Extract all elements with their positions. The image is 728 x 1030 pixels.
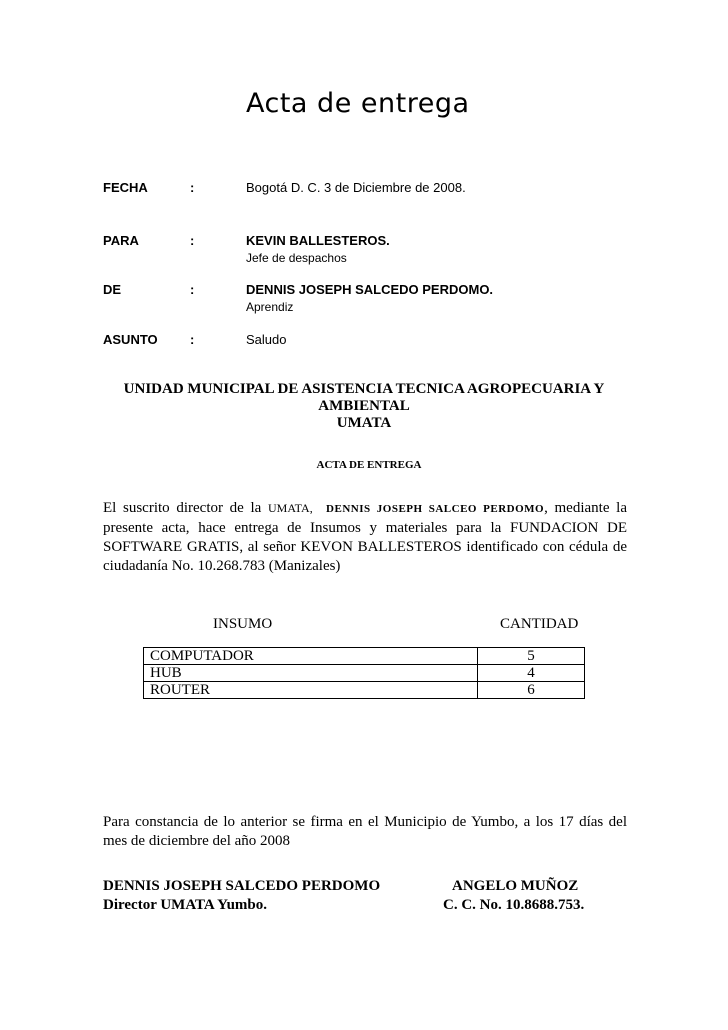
fecha-colon: : bbox=[190, 180, 195, 195]
insumo-column-header: INSUMO bbox=[213, 616, 273, 632]
item-quantity-cell: 6 bbox=[478, 682, 585, 699]
asunto-value: Saludo bbox=[246, 332, 287, 347]
de-label: DE bbox=[103, 282, 122, 297]
intro-paragraph bbox=[103, 499, 627, 576]
cantidad-column-header: CANTIDAD bbox=[500, 616, 579, 632]
fecha-label: FECHA bbox=[103, 180, 148, 195]
para-label: PARA bbox=[103, 233, 139, 248]
para-subtitle: Jefe de despachos bbox=[246, 251, 347, 265]
items-table bbox=[143, 647, 585, 699]
left-signer-name: DENNIS JOSEPH SALCEDO PERDOMO bbox=[103, 878, 381, 894]
organization-line-3: UMATA bbox=[336, 415, 392, 431]
item-name-cell: HUB bbox=[144, 665, 478, 682]
left-signer-role: Director UMATA Yumbo. bbox=[103, 897, 268, 913]
de-colon: : bbox=[190, 282, 195, 297]
table-row bbox=[144, 682, 585, 699]
table-row bbox=[144, 665, 585, 682]
organization-line-2: AMBIENTAL bbox=[318, 398, 410, 414]
de-value: DENNIS JOSEPH SALCEDO PERDOMO. bbox=[246, 282, 494, 297]
de-subtitle: Aprendiz bbox=[246, 300, 294, 314]
organization-line-1: UNIDAD MUNICIPAL DE ASISTENCIA TECNICA AGROPECUARIA Y bbox=[123, 381, 605, 397]
para-value: KEVIN BALLESTEROS. bbox=[246, 233, 390, 248]
asunto-colon: : bbox=[190, 332, 195, 347]
closing-paragraph: Para constancia de lo anterior se firma en el Municipio de Yumbo, a los 17 días del mes de diciembre del año 2008 bbox=[103, 814, 627, 849]
act-subtitle: ACTA DE ENTREGA bbox=[316, 459, 422, 471]
document-title: Acta de entrega bbox=[246, 88, 470, 119]
item-quantity-cell: 5 bbox=[478, 648, 585, 665]
item-quantity-cell: 4 bbox=[478, 665, 585, 682]
fecha-value: Bogotá D. C. 3 de Diciembre de 2008. bbox=[246, 180, 466, 195]
table-row bbox=[144, 648, 585, 665]
intro-text-1: El suscrito director de la bbox=[103, 500, 268, 516]
right-signer-id: C. C. No. 10.8688.753. bbox=[443, 897, 585, 913]
asunto-label: ASUNTO bbox=[103, 332, 158, 347]
intro-umata: UMATA, bbox=[267, 501, 313, 515]
intro-director-name: DENNIS JOSEPH SALCEO PERDOMO bbox=[326, 503, 545, 515]
intro-text-2: , mediante la presente acta, hace entrega de Insumos y materiales para la FUNDACION DE SOFTWARE GRATIS, al señor KEVON BALLESTEROS identificado con cédula de ciudadanía No. 10.268.783 (Manizales) bbox=[103, 500, 627, 574]
item-name-cell: ROUTER bbox=[144, 682, 478, 699]
organization-heading bbox=[0, 381, 728, 432]
para-colon: : bbox=[190, 233, 195, 248]
right-signer-name: ANGELO MUÑOZ bbox=[452, 878, 579, 894]
item-name-cell: COMPUTADOR bbox=[144, 648, 478, 665]
